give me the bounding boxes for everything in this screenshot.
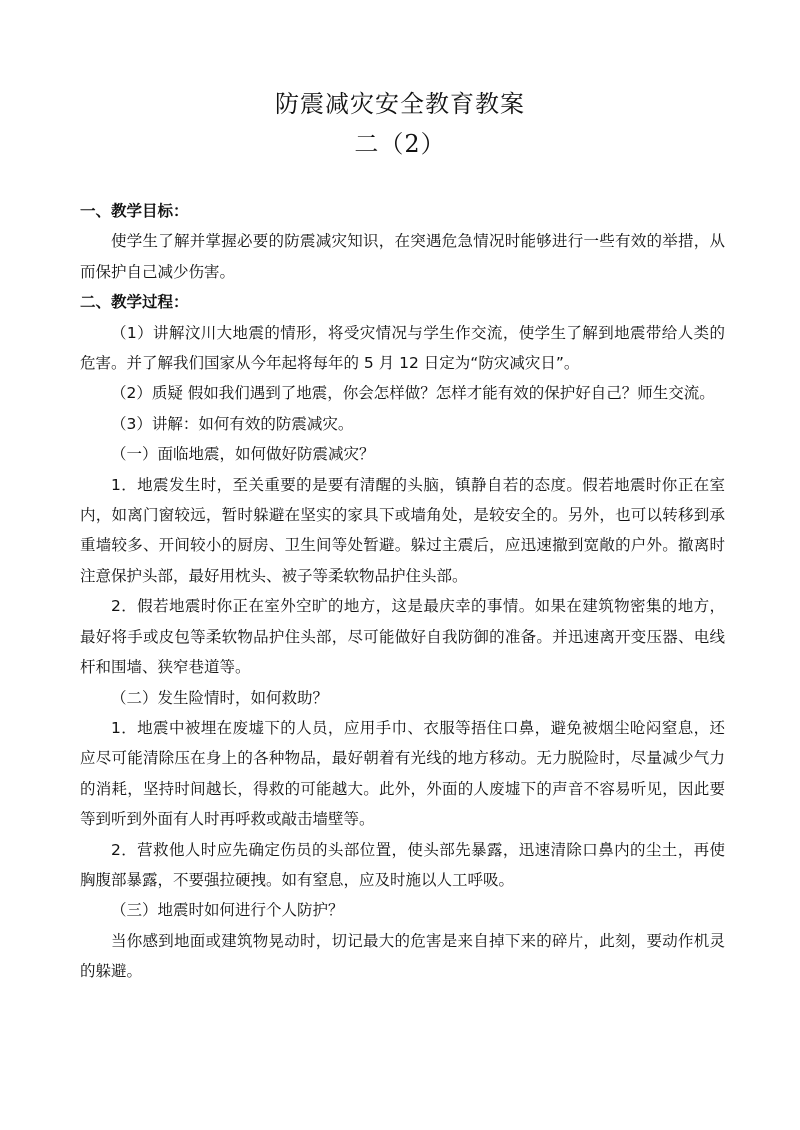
section-heading-objectives: 一、教学目标： bbox=[80, 202, 189, 220]
paragraph-step-2: （2）质疑 假如我们遇到了地震，你会怎样做？怎样才能有效的保护好自己？师生交流。 bbox=[111, 384, 715, 403]
subheading-part-3: （三）地震时如何进行个人防护？ bbox=[111, 901, 344, 920]
paragraph-part-3: 当你感到地面或建筑物晃动时，切记最大的危害是来自掉下来的碎片，此刻，要动作机灵的躲避。 bbox=[80, 931, 725, 981]
paragraph-part-2-item-1: 1．地震中被埋在废墟下的人员，应用手巾、衣服等捂住口鼻，避免被烟尘呛闷窒息，还应尽可能清除压在身上的各种物品，最好朝着有光线的地方移动。无力脱险时，尽量减少气力的消耗，坚持时间越长，得救的可能越大。此外，外面的人废墟下的声音不容易听见，因此要等到听到外面有人时再呼救或敲击墙壁等。 bbox=[80, 718, 725, 829]
document-title: 防震减灾安全教育教案 bbox=[275, 90, 525, 118]
document-subtitle: 二（2） bbox=[354, 130, 446, 158]
paragraph-part-2-item-2: 2．营救他人时应先确定伤员的头部位置，使头部先暴露，迅速清除口鼻内的尘土，再使胸腹部暴露，不要强拉硬拽。如有窒息，应及时施以人工呼吸。 bbox=[80, 840, 725, 889]
paragraph-part-1-item-2: 2．假若地震时你正在室外空旷的地方，这是最庆幸的事情。如果在建筑物密集的地方，最好将手或皮包等柔软物品护住头部，尽可能做好自我防御的准备。并迅速离开变压器、电线杆和围墙、狭窄巷道等。 bbox=[80, 597, 725, 677]
subheading-part-2: （二）发生险情时，如何救助？ bbox=[111, 688, 329, 707]
section-heading-process: 二、教学过程： bbox=[80, 293, 189, 312]
paragraph-step-3: （3）讲解：如何有效的防震减灾。 bbox=[111, 414, 354, 433]
paragraph-part-1-item-1: 1．地震发生时，至关重要的是要有清醒的头脑，镇静自若的态度。假若地震时你正在室内，如离门窗较远，暂时躲避在坚实的家具下或墙角处，是较安全的。另外，也可以转移到承重墙较多、开间较小的厨房、卫生间等处暂避。躲过主震后，应迅速撤到宽敞的户外。撤离时注意保护头部，最好用枕头、被子等柔软物品护住头部。 bbox=[80, 475, 725, 585]
paragraph-step-1: （1）讲解汶川大地震的情形，将受灾情况与学生作交流，使学生了解到地震带给人类的危害。并了解我们国家从今年起将每年的 5 月 12 日定为“防灾减灾日”。 bbox=[80, 323, 725, 373]
paragraph-objectives: 使学生了解并掌握必要的防震减灾知识，在突遇危急情况时能够进行一些有效的举措，从而保护自己减少伤害。 bbox=[80, 232, 725, 281]
subheading-part-1: （一）面临地震，如何做好防震减灾？ bbox=[111, 445, 375, 464]
document-body bbox=[80, 196, 725, 987]
